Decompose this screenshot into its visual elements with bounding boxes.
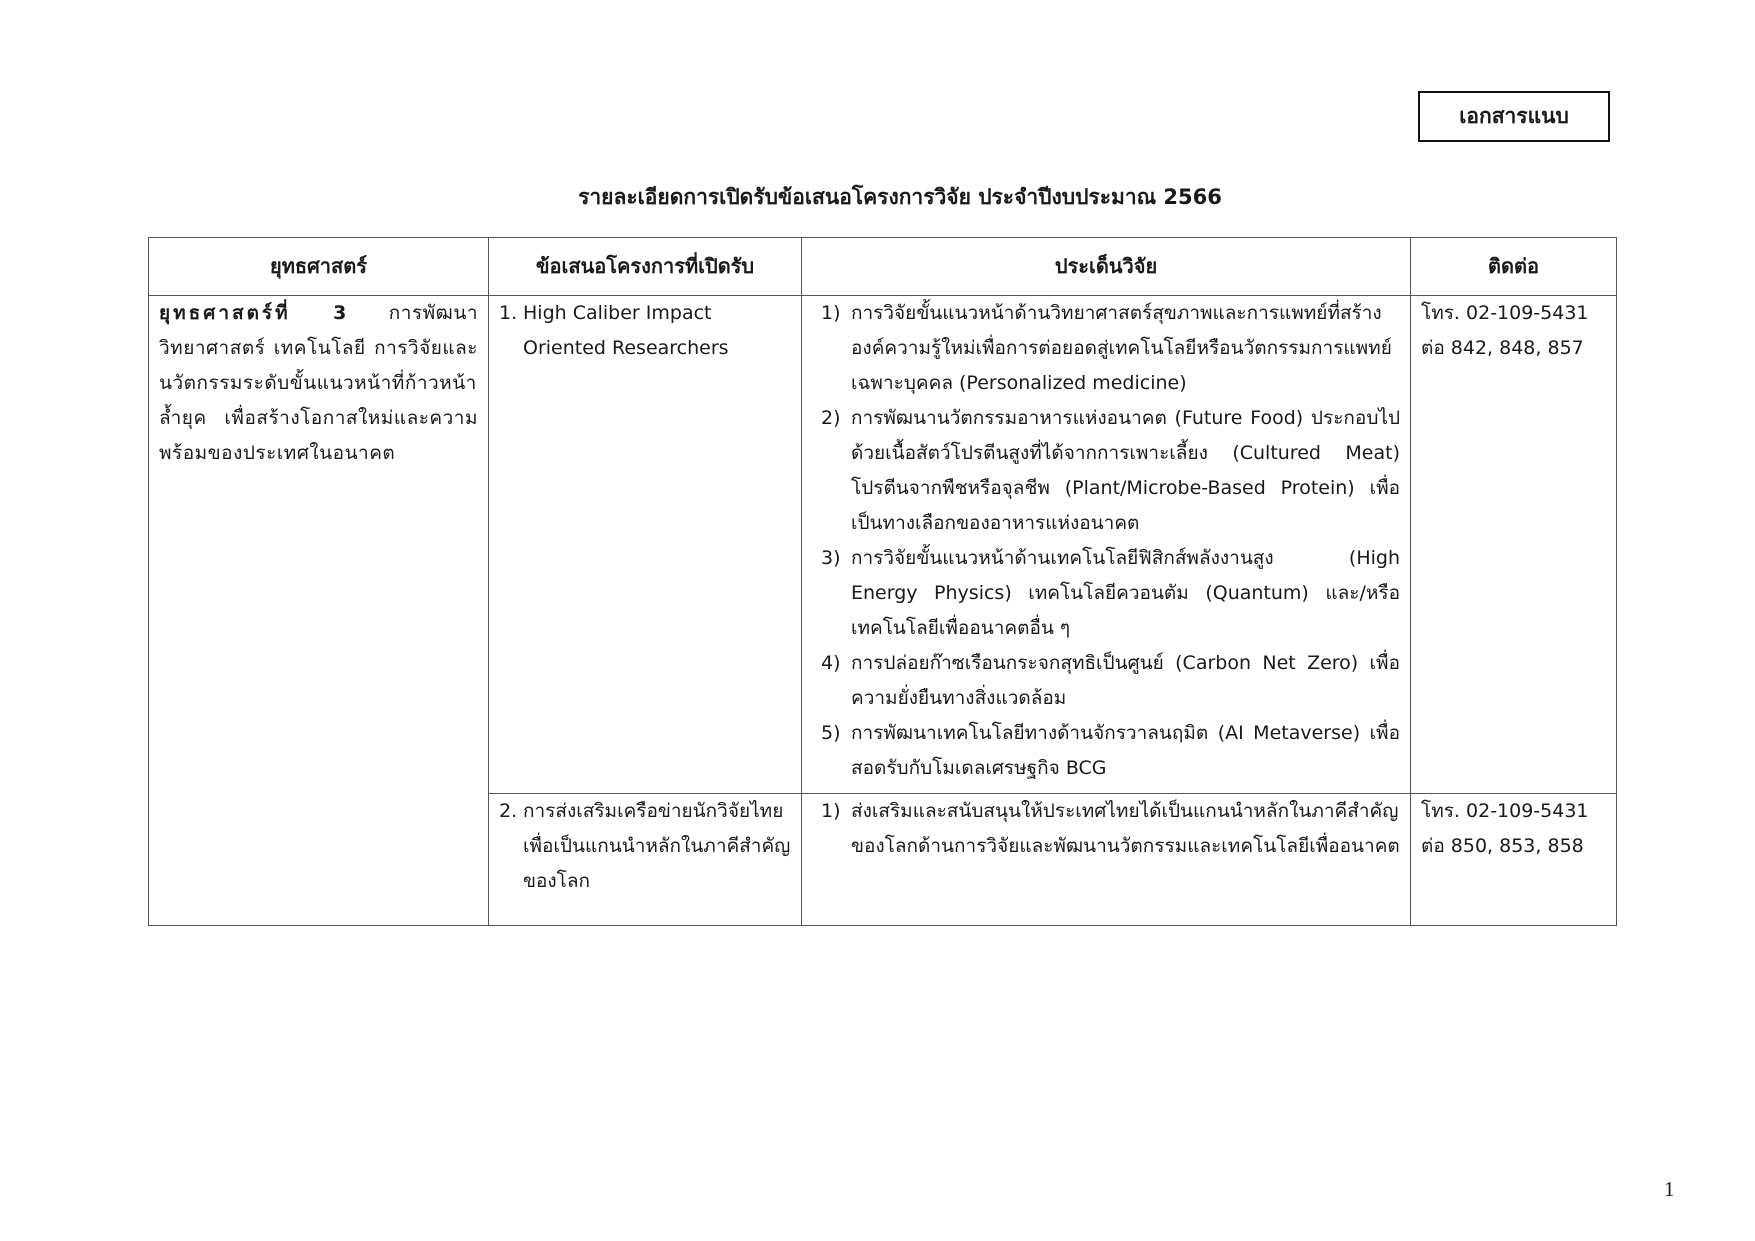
contact-cell	[1411, 794, 1617, 926]
research-call-table	[148, 237, 1617, 926]
header-contact: ติดต่อ	[1411, 238, 1617, 296]
header-strategy: ยุทธศาสตร์	[149, 238, 489, 296]
issue-number: 1)	[821, 800, 841, 822]
issue-text: การพัฒนาเทคโนโลยีทางด้านจักรวาลนฤมิต (AI Metaverse) เพื่อสอดรับกับโมเดลเศรษฐกิจ BCG	[851, 722, 1400, 779]
table-row	[149, 296, 1617, 794]
issue-number: 3)	[821, 547, 841, 569]
proposal-number: 1.	[499, 302, 518, 324]
contact-extension: ต่อ 850, 853, 858	[1421, 835, 1584, 857]
research-issue-cell	[802, 794, 1411, 926]
attachment-label-text: เอกสารแนบ	[1459, 104, 1569, 128]
proposal-number: 2.	[499, 800, 518, 822]
contact-phone: โทร. 02-109-5431	[1421, 302, 1589, 324]
issue-number: 4)	[821, 652, 841, 674]
research-issue-list	[812, 296, 1400, 786]
issue-text: การวิจัยขั้นแนวหน้าด้านวิทยาศาสตร์สุขภาพและการแพทย์ที่สร้างองค์ความรู้ใหม่เพื่อการต่อยอดสู่เทคโนโลยีหรือนวัตกรรมการแพทย์เฉพาะบุคคล (Personalized medicine)	[851, 302, 1392, 394]
list-item	[812, 716, 1400, 786]
attachment-label	[1418, 91, 1610, 142]
issue-text: การวิจัยขั้นแนวหน้าด้านเทคโนโลยีฟิสิกส์พลังงานสูง (High Energy Physics) เทคโนโลยีควอนตัม (Quantum) และ/หรือเทคโนโลยีเพื่ออนาคตอื่น ๆ	[851, 547, 1400, 639]
table-header-row	[149, 238, 1617, 296]
list-item	[812, 296, 1400, 401]
list-item	[812, 541, 1400, 646]
header-research-issue: ประเด็นวิจัย	[802, 238, 1411, 296]
list-item	[812, 794, 1400, 864]
proposal-title: การส่งเสริมเครือข่ายนักวิจัยไทยเพื่อเป็นแกนนำหลักในภาคีสำคัญของโลก	[523, 800, 791, 892]
proposal-title: High Caliber Impact Oriented Researchers	[523, 302, 729, 359]
document-title: รายละเอียดการเปิดรับข้อเสนอโครงการวิจัย ประจำปีงบประมาณ 2566	[578, 185, 1222, 209]
issue-number: 1)	[821, 302, 841, 324]
research-issue-list	[812, 794, 1400, 864]
strategy-number: ยุทธศาสตร์ที่ 3	[159, 302, 350, 324]
strategy-cell	[149, 296, 489, 926]
list-item	[812, 646, 1400, 716]
contact-phone: โทร. 02-109-5431	[1421, 800, 1589, 822]
contact-extension: ต่อ 842, 848, 857	[1421, 337, 1584, 359]
strategy-description: การพัฒนาวิทยาศาสตร์ เทคโนโลยี การวิจัยและนวัตกรรมระดับขั้นแนวหน้าที่ก้าวหน้าล้ำยุค เพื่อสร้างโอกาสใหม่และความพร้อมของประเทศในอนาคต	[159, 302, 478, 464]
issue-text: ส่งเสริมและสนับสนุนให้ประเทศไทยได้เป็นแกนนำหลักในภาคีสำคัญของโลกด้านการวิจัยและพัฒนานวัตกรรมและเทคโนโลยีเพื่ออนาคต	[851, 800, 1400, 857]
issue-text: การปล่อยก๊าซเรือนกระจกสุทธิเป็นศูนย์ (Carbon Net Zero) เพื่อความยั่งยืนทางสิ่งแวดล้อม	[851, 652, 1400, 709]
contact-cell	[1411, 296, 1617, 794]
issue-number: 2)	[821, 407, 841, 429]
research-issue-cell	[802, 296, 1411, 794]
issue-number: 5)	[821, 722, 841, 744]
list-item	[812, 401, 1400, 541]
page-number: 1	[1664, 1177, 1675, 1201]
header-proposal: ข้อเสนอโครงการที่เปิดรับ	[489, 238, 802, 296]
proposal-cell	[489, 794, 802, 926]
proposal-cell	[489, 296, 802, 794]
issue-text: การพัฒนานวัตกรรมอาหารแห่งอนาคต (Future Food) ประกอบไปด้วยเนื้อสัตว์โปรตีนสูงที่ได้จากการเพาะเลี้ยง (Cultured Meat) โปรตีนจากพืชหรือจุลชีพ (Plant/Microbe-Based Protein) เพื่อเป็นทางเลือกของอาหารแห่งอนาคต	[851, 407, 1400, 534]
